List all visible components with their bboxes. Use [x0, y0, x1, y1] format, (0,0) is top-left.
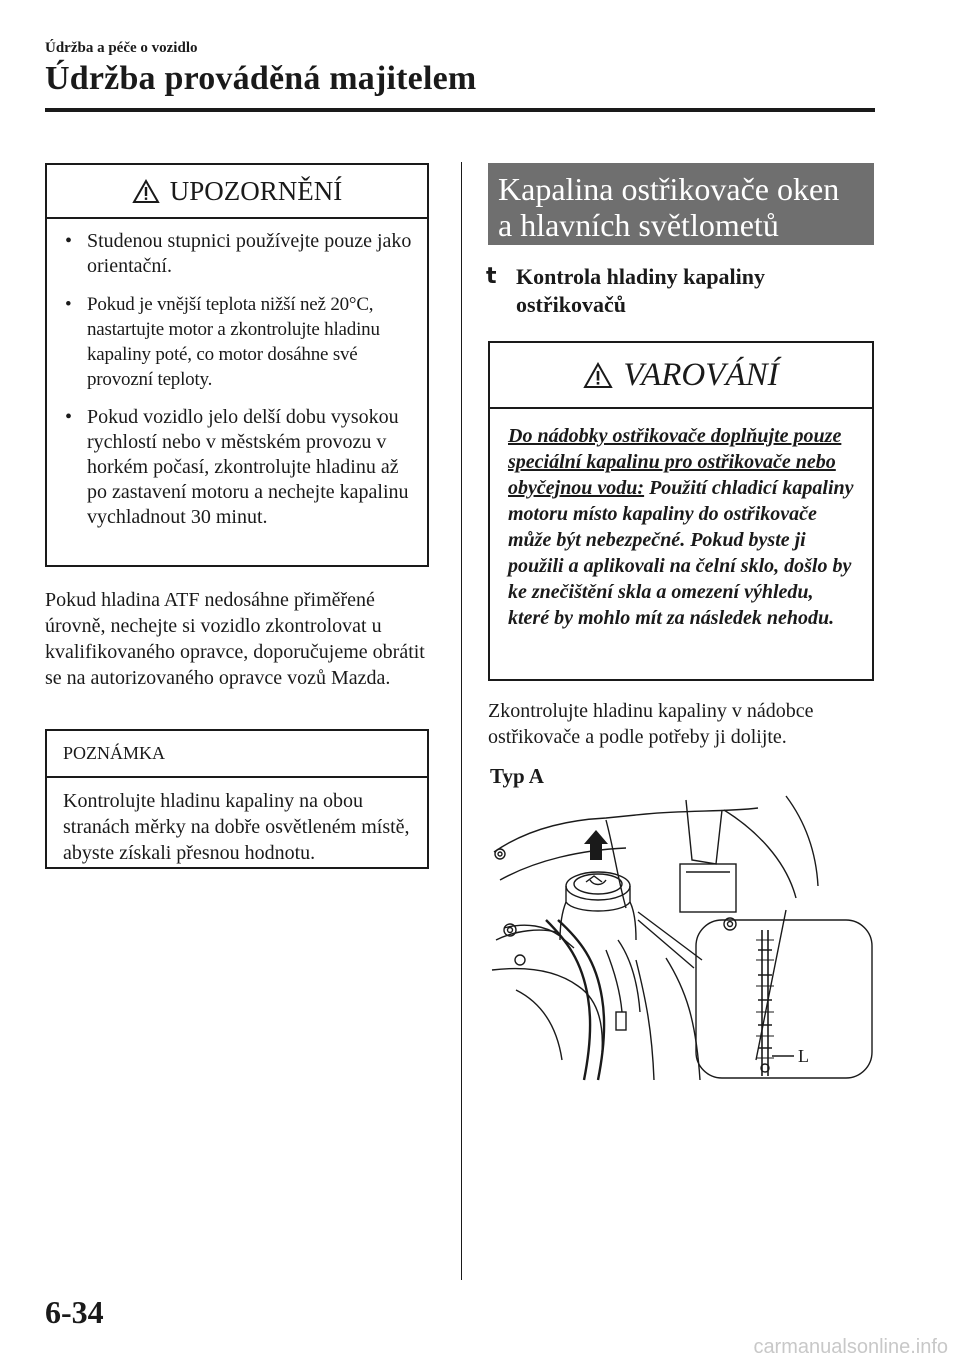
- note-box: [45, 729, 429, 869]
- watermark: carmanualsonline.info: [753, 1336, 948, 1358]
- bullet: •: [65, 294, 72, 315]
- warning-header: [490, 343, 872, 409]
- page-number: 6-34: [45, 1294, 104, 1330]
- title-rule: [45, 108, 875, 112]
- warning-triangle-icon: [132, 179, 160, 204]
- warning-text: Použití chladicí kapaliny motoru místo kapaliny do ostřikovače může být nebezpečné. Pokud byste ji použili a aplikovali na čelní sklo, došlo by ke znečištění skla a omezení výhledu, které by mohlo mít za následek nehodu.: [508, 477, 854, 629]
- warning-triangle-icon: [583, 362, 613, 389]
- caution-header: [47, 165, 427, 219]
- note-title: POZNÁMKA: [47, 731, 427, 778]
- section-banner: [488, 163, 874, 245]
- atf-paragraph: Pokud hladina ATF nedosáhne přiměřené úrovně, nechejte si vozidlo zkontrolovat u kvalifikovaného opravce, doporučujeme obrátit se na autorizovaného opravce vozů Mazda.: [45, 589, 425, 689]
- caution-body: [47, 219, 427, 530]
- figure-label: Typ A: [490, 764, 544, 788]
- washer-reservoir-illustration: [486, 790, 876, 1090]
- warning-underlined-text: Do nádobky ostřikovače doplňujte pouze speciální kapalinu pro ostřikovače nebo obyčejnou vodu:: [508, 425, 842, 499]
- subsection-marker: t: [486, 264, 497, 289]
- warning-body: [490, 409, 872, 631]
- callout-label-l: L: [798, 1046, 809, 1066]
- warning-box: [488, 341, 874, 681]
- section-label: Údržba a péče o vozidlo: [45, 40, 198, 56]
- column-divider: [461, 162, 462, 1280]
- bullet: •: [65, 230, 73, 252]
- washer-paragraph: Zkontrolujte hladinu kapaliny v nádobce ostřikovače a podle potřeby ji dolijte.: [488, 700, 814, 748]
- chapter-title: Údržba prováděná majitelem: [45, 60, 477, 97]
- bullet: •: [65, 406, 73, 428]
- warning-title: VAROVÁNÍ: [623, 356, 779, 393]
- caution-title: UPOZORNĚNÍ: [169, 175, 343, 206]
- subsection-heading: [486, 263, 866, 319]
- caution-item: • Studenou stupnici používejte pouze jako orientační.: [65, 230, 412, 277]
- caution-item: • Pokud je vnější teplota nižší než 20°C, nastartujte motor a zkontrolujte hladinu kapaliny poté, co motor dosáhne své provozní teploty.: [65, 294, 380, 390]
- caution-item: • Pokud vozidlo jelo delší dobu vysokou rychlostí nebo v městském provozu v horkém počasí, zkontrolujte hladinu až po zastavení motoru a nechejte kapalinu vychladnout 30 minut.: [65, 406, 409, 528]
- subsection-title: Kontrola hladiny kapaliny ostřikovačů: [516, 264, 766, 317]
- note-text: Kontrolujte hladinu kapaliny na obou stranách měrky na dobře osvětleném místě, abyste získali přesnou hodnotu.: [63, 790, 410, 864]
- section-title-line1: Kapalina ostřikovače oken: [498, 171, 840, 207]
- section-title-line2: a hlavních světlometů: [498, 207, 779, 243]
- caution-box: [45, 163, 429, 567]
